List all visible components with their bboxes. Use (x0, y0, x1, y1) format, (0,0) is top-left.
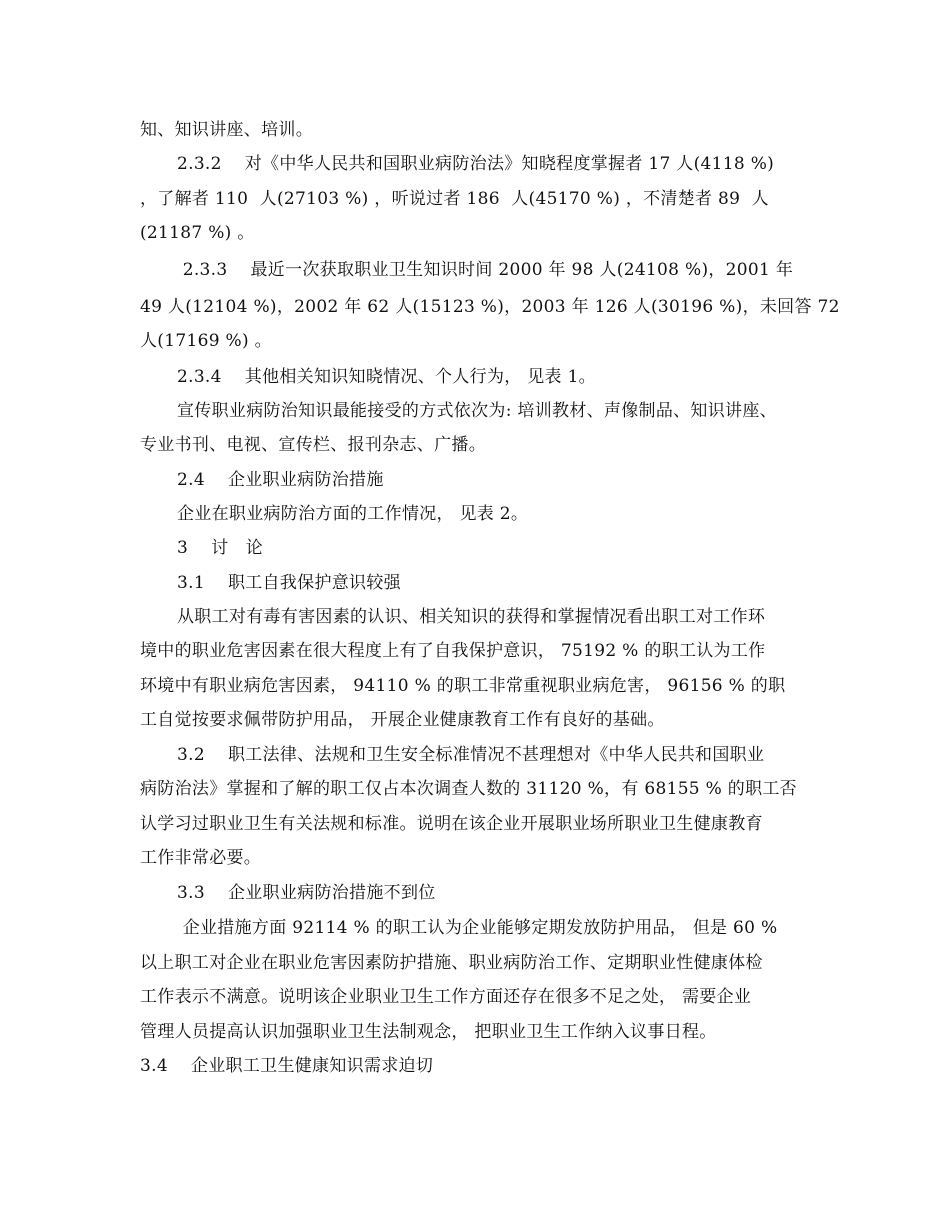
text-line: 知、知识讲座、培训。 (140, 120, 313, 140)
text-line: 以上职工对企业在职业危害因素防护措施、职业病防治工作、定期职业性健康体检 (140, 953, 763, 973)
text-line: 2.3.3 最近一次获取职业卫生知识时间 2000 年 98 人(24108 %)，2001 年 (177, 260, 794, 280)
text-line: 企业在职业病防治方面的工作情况， 见表 2。 (177, 504, 529, 524)
section-heading: 3.3 企业职业病防治措施不到位 (177, 883, 436, 903)
text-line: 工自觉按要求佩带防护用品， 开展企业健康教育工作有良好的基础。 (140, 710, 665, 730)
text-line: 企业措施方面 92114 % 的职工认为企业能够定期发放防护用品， 但是 60 % (177, 918, 778, 938)
text-line: 专业书刊、电视、宣传栏、报刊杂志、广播。 (140, 435, 486, 455)
text-line: 认学习过职业卫生有关法规和标准。说明在该企业开展职业场所职业卫生健康教育 (140, 814, 763, 834)
section-heading: 3.2 职工法律、法规和卫生安全标准情况不甚理想对《中华人民共和国职业 (177, 745, 765, 765)
section-heading: 3.4 企业职工卫生健康知识需求迫切 (140, 1056, 434, 1076)
section-heading: 2.4 企业职业病防治措施 (177, 470, 384, 490)
text-line: 2.3.2 对《中华人民共和国职业病防治法》知晓程度掌握者 17 人(4118 %) (177, 154, 775, 174)
text-line: (21187 %) 。 (140, 223, 255, 243)
text-line: ，了解者 110 人(27103 %) ，听说过者 186 人(45170 %) ，不清楚者 89 人 (140, 189, 769, 209)
section-heading: 3.1 职工自我保护意识较强 (177, 573, 401, 593)
text-line: 工作非常必要。 (140, 848, 262, 868)
text-line: 49 人(12104 %)，2002 年 62 人(15123 %)，2003 年 126 人(30196 %)，未回答 72 (140, 297, 840, 317)
text-line: 工作表示不满意。说明该企业职业卫生工作方面还存在很多不足之处， 需要企业 (140, 987, 752, 1007)
text-line: 人(17169 %) 。 (140, 331, 272, 351)
text-line: 宣传职业病防治知识最能接受的方式依次为: 培训教材、声像制品、知识讲座、 (177, 401, 777, 421)
text-line: 病防治法》掌握和了解的职工仅占本次调查人数的 31120 %，有 68155 % 的职工否 (140, 779, 797, 799)
text-line: 管理人员提高认识加强职业卫生法制观念， 把职业卫生工作纳入议事日程。 (140, 1022, 717, 1042)
text-line: 境中的职业危害因素在很大程度上有了自我保护意识， 75192 % 的职工认为工作 (140, 641, 766, 661)
text-line: 环境中有职业病危害因素， 94110 % 的职工非常重视职业病危害， 96156 % 的职 (140, 676, 786, 696)
section-heading: 3 讨 论 (177, 538, 264, 558)
text-line: 从职工对有毒有害因素的认识、相关知识的获得和掌握情况看出职工对工作环 (177, 607, 766, 627)
section-heading: 2.3.4 其他相关知识知晓情况、个人行为， 见表 1。 (177, 367, 596, 387)
